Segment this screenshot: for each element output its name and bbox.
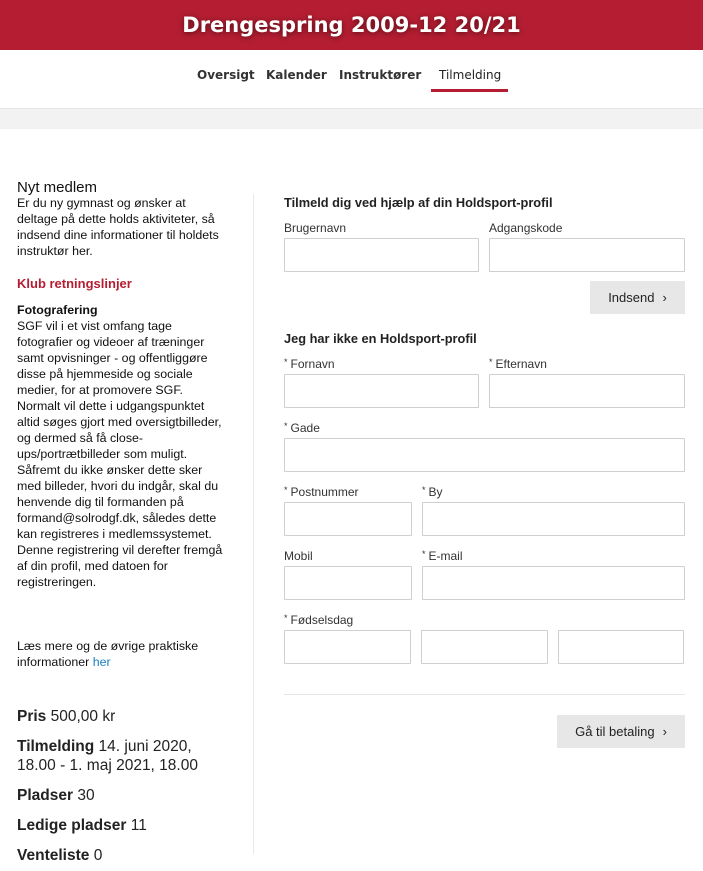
password-label: Adgangskode: [489, 221, 563, 235]
price-label: Pris: [17, 708, 47, 725]
signup-label: Tilmelding: [17, 738, 95, 755]
mobile-label: Mobil: [284, 549, 313, 563]
email-input[interactable]: [422, 566, 685, 600]
city-input[interactable]: [422, 502, 685, 536]
page-title: Drengespring 2009-12 20/21: [182, 13, 521, 37]
mobile-input[interactable]: [284, 566, 412, 600]
new-member-title: Nyt medlem: [17, 179, 98, 196]
photo-policy-text: [17, 318, 227, 590]
tab-kalender[interactable]: Kalender: [266, 68, 327, 82]
read-more-link[interactable]: her: [92, 655, 111, 669]
lastname-input[interactable]: [489, 374, 685, 408]
zip-label: * Postnummer: [284, 485, 359, 499]
signup-value-end: 18.00 - 1. maj 2021, 18.00: [17, 757, 198, 774]
read-more: [17, 638, 227, 670]
go-to-payment-button[interactable]: [557, 715, 685, 748]
read-more-text: Læs mere og de øvrige praktiske informationer: [17, 639, 199, 669]
submit-label: Indsend: [608, 290, 655, 305]
chevron-right-icon: ›: [662, 290, 667, 305]
free-spots-label: Ledige pladser: [17, 817, 127, 834]
zip-input[interactable]: [284, 502, 412, 536]
photo-policy-title: Fotografering: [17, 303, 98, 317]
section-band: [0, 108, 703, 129]
email-label: * E-mail: [422, 549, 463, 563]
street-label: * Gade: [284, 421, 320, 435]
chevron-right-icon: ›: [662, 724, 667, 739]
spots-value: 30: [77, 787, 95, 804]
tab-oversigt[interactable]: Oversigt: [197, 68, 255, 82]
price-value: 500,00 kr: [50, 708, 116, 725]
username-input[interactable]: [284, 238, 479, 272]
firstname-label: * Fornavn: [284, 357, 335, 371]
password-input[interactable]: [489, 238, 685, 272]
login-section-title: Tilmeld dig ved hjælp af din Holdsport-profil: [284, 195, 553, 210]
birthday-month-input[interactable]: [421, 630, 548, 664]
register-section-title: Jeg har ikke en Holdsport-profil: [284, 331, 477, 346]
submit-button[interactable]: [590, 281, 685, 314]
waitlist-stat: [17, 846, 102, 865]
active-tab-indicator: [431, 89, 508, 92]
tab-bar: [0, 50, 703, 108]
street-input[interactable]: [284, 438, 685, 472]
tab-tilmelding[interactable]: Tilmelding: [439, 68, 502, 82]
free-spots-value: 11: [130, 817, 147, 834]
form-divider: [284, 694, 685, 695]
birthday-year-input[interactable]: [558, 630, 684, 664]
signup-value-start: 14. juni 2020,: [98, 738, 192, 755]
guidelines-title: Klub retningslinjer: [17, 276, 132, 291]
birthday-label: * Fødselsdag: [284, 613, 354, 627]
firstname-input[interactable]: [284, 374, 479, 408]
photo-policy-paragraph-2: Såfremt du ikke ønsker dette sker med billeder, hvori du indgår, skal du henvende dig til formanden på formand@solrodgf.dk, således dette kan registreres i medlemssystemet. Denne registrering vil derefter fremgå af din profil, med datoen for registreringen.: [17, 463, 223, 589]
photo-policy-paragraph-1: SGF vil i et vist omfang tage fotografier og videoer af træninger samt opvisninger - og offentliggøre disse på hjemmeside og sociale medier, for at promovere SGF. Normalt vil dette i udgangspunktet altid søges gjort med oversigtbilleder, og dermed så få close-ups/portrætbilleder som muligt.: [17, 319, 222, 461]
free-spots-stat: [17, 816, 147, 835]
go-to-payment-label: Gå til betaling: [575, 724, 655, 739]
waitlist-value: 0: [93, 847, 103, 864]
city-label: * By: [422, 485, 443, 499]
spots-stat: [17, 786, 95, 805]
new-member-text: Er du ny gymnast og ønsker at deltage på dette holds aktiviteter, så indsend dine informationer til holdets instruktør her.: [17, 196, 219, 258]
lastname-label: * Efternavn: [489, 357, 547, 371]
spots-label: Pladser: [17, 787, 74, 804]
tab-instruktoerer[interactable]: Instruktører: [339, 68, 422, 82]
signup-stat: [17, 737, 237, 775]
column-divider: [253, 194, 254, 854]
price-stat: [17, 707, 115, 726]
waitlist-label: Venteliste: [17, 847, 90, 864]
username-label: Brugernavn: [284, 221, 347, 235]
birthday-day-input[interactable]: [284, 630, 411, 664]
